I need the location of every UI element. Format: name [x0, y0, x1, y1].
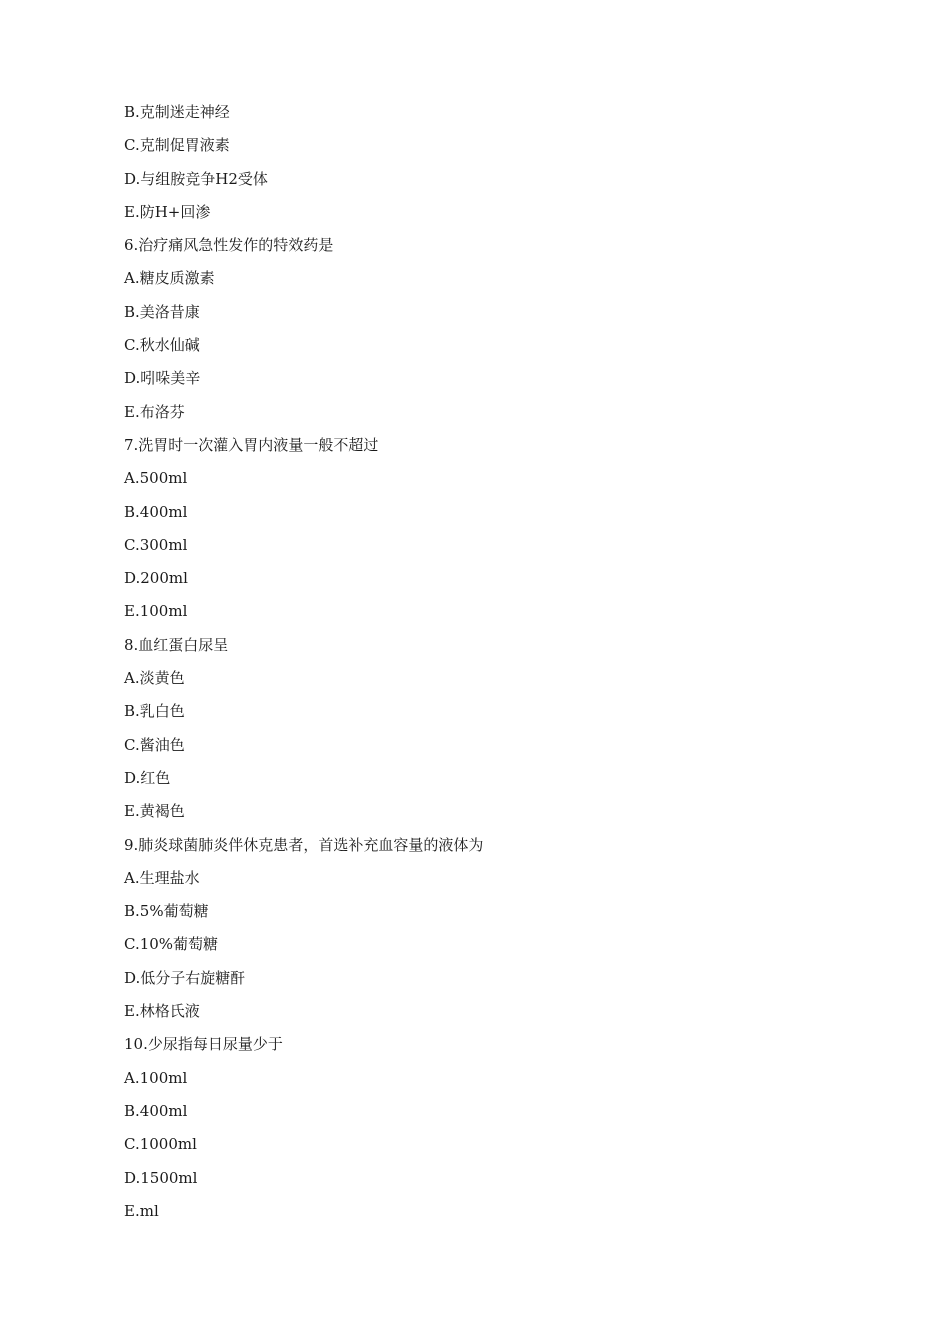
text-line: C.酱油色: [124, 735, 185, 754]
text-line: D.与组胺竞争H2受体: [124, 169, 268, 188]
text-line: B.400ml: [124, 502, 188, 521]
text-line: D.吲哚美辛: [124, 369, 201, 388]
text-line: E.布洛芬: [124, 402, 185, 421]
text-line: B.400ml: [124, 1101, 188, 1120]
text-line: C.克制促胃液素: [124, 136, 230, 155]
text-line: B.5%葡萄糖: [124, 902, 209, 921]
text-line: D.低分子右旋糖酐: [124, 968, 246, 987]
text-line: B.美洛昔康: [124, 302, 200, 321]
text-line: D.1500ml: [124, 1168, 198, 1187]
text-line: B.乳白色: [124, 702, 185, 721]
text-line: C.10%葡萄糖: [124, 935, 219, 954]
text-line: E.防H+回渗: [124, 202, 211, 221]
text-line: C.秋水仙碱: [124, 336, 200, 355]
text-line: D.200ml: [124, 569, 188, 588]
text-line: A.500ml: [124, 469, 188, 488]
text-line: E.100ml: [124, 602, 188, 621]
text-line: B.克制迷走神经: [124, 103, 230, 121]
text-line: A.生理盐水: [124, 868, 200, 887]
text-line: A.糖皮质激素: [124, 269, 215, 288]
question-list: [124, 102, 483, 1234]
question-stem: 6.治疗痛风急性发作的特效药是: [124, 236, 334, 255]
text-line: D.红色: [124, 768, 171, 787]
text-line: A.淡黄色: [124, 669, 185, 688]
text-line: E.ml: [124, 1201, 159, 1220]
text-line: E.林格氏液: [124, 1002, 200, 1021]
text-line: C.1000ml: [124, 1135, 197, 1154]
question-stem: 10.少尿指每日尿量少于: [124, 1035, 283, 1054]
text-line: A.100ml: [124, 1068, 188, 1087]
text-line: C.300ml: [124, 535, 188, 554]
question-stem: 9.肺炎球菌肺炎伴休克患者，首选补充血容量的液体为: [124, 835, 484, 854]
question-stem: 8.血红蛋白尿呈: [124, 635, 229, 654]
text-line: E.黄褐色: [124, 802, 185, 821]
question-stem: 7.洗胃时一次灌入胃内液量一般不超过: [124, 435, 379, 454]
